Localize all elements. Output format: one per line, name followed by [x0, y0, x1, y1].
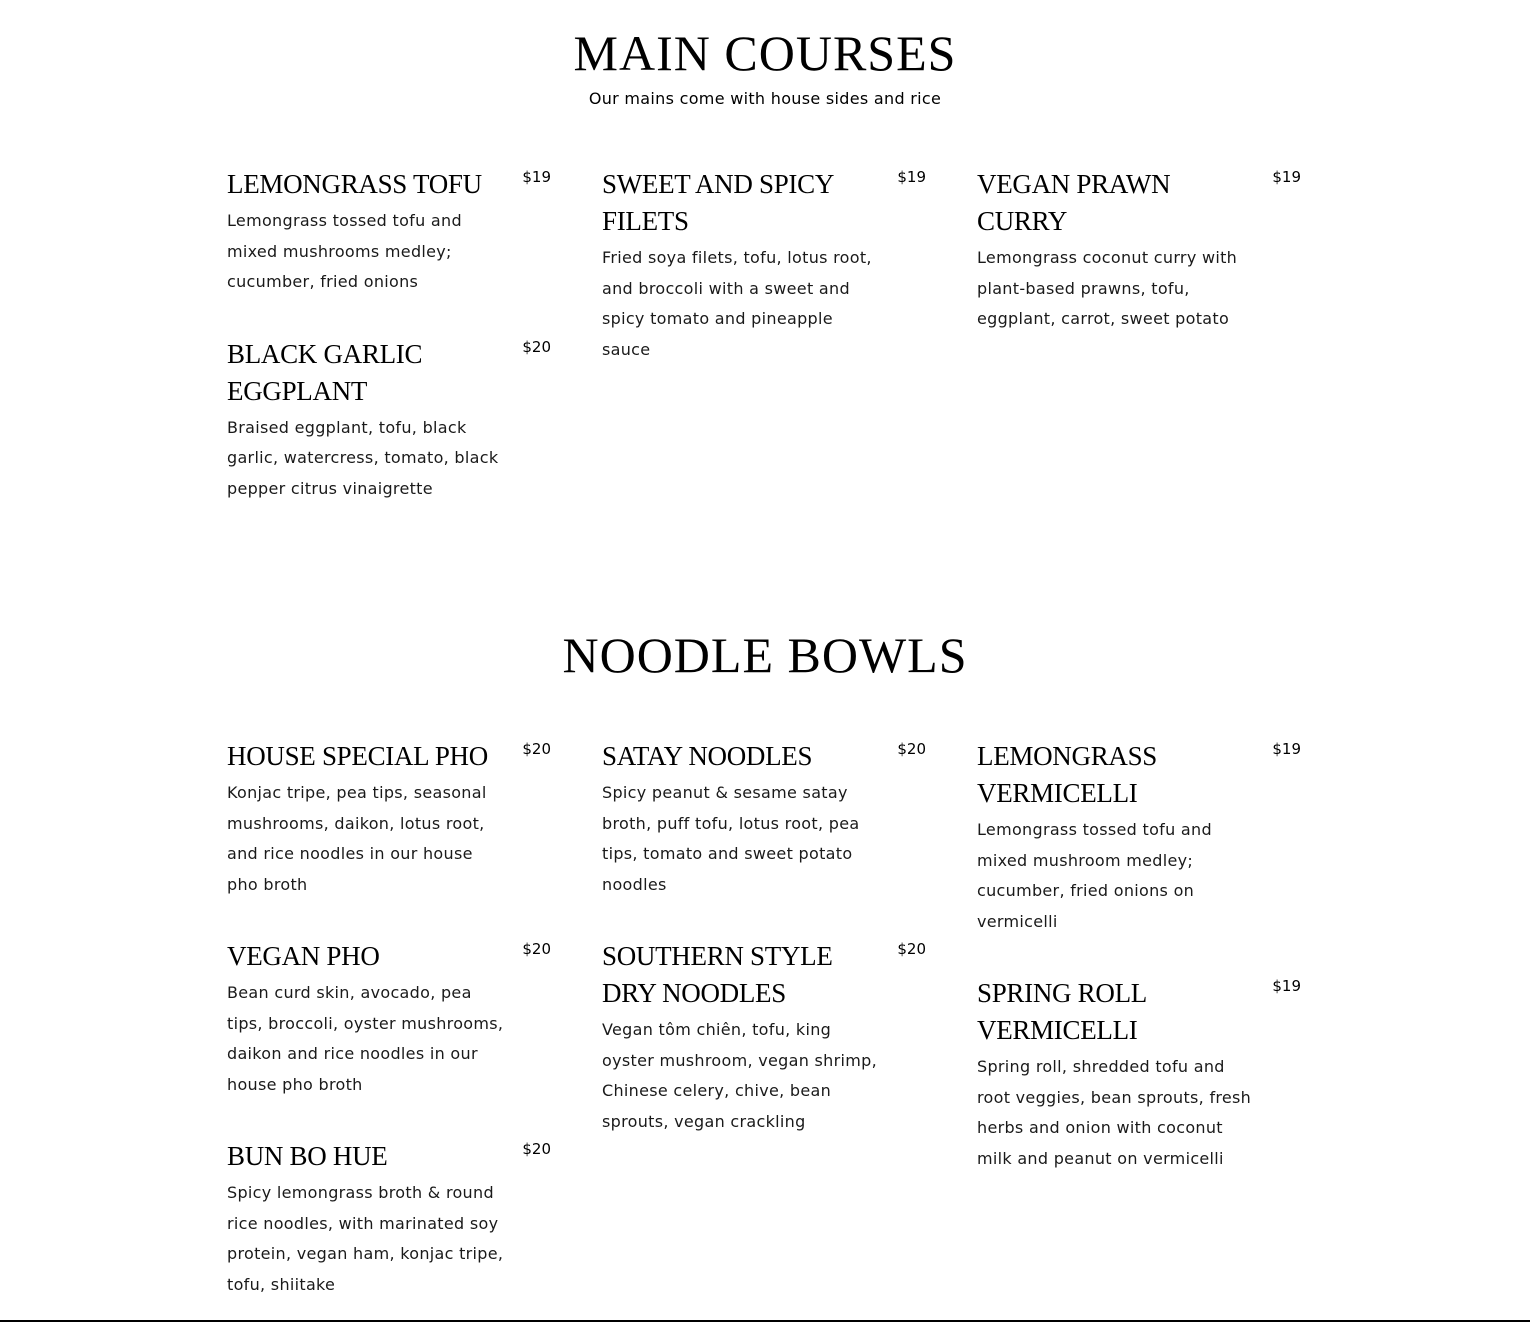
- menu-item: [227, 738, 553, 900]
- noodle-bowls-heading: NOODLE BOWLS: [562, 627, 968, 683]
- menu-item-description: Lemongrass coconut curry with plant-based prawns, tofu, eggplant, carrot, sweet potato: [977, 248, 1238, 328]
- menu-item: [227, 1138, 553, 1300]
- menu-item-name: BLACK GARLIC EGGPLANT: [227, 338, 423, 406]
- menu-item-price: $20: [522, 337, 551, 356]
- menu-item-price: $20: [897, 740, 926, 758]
- menu-item-description: Spicy peanut & sesame satay broth, puff tofu, lotus root, pea tips, tomato and sweet potato noodles: [602, 783, 860, 894]
- menu-item-name: LEMONGRASS TOFU: [227, 169, 482, 199]
- bottom-divider: [0, 1320, 1530, 1322]
- menu-item-description: Spring roll, shredded tofu and root veggies, bean sprouts, fresh herbs and onion with coconut milk and peanut on vermicelli: [977, 1057, 1252, 1168]
- menu-item-description: Vegan tôm chiên, tofu, king oyster mushroom, vegan shrimp, Chinese celery, chive, bean sprouts, vegan crackling: [602, 1020, 877, 1131]
- menu-column: [977, 166, 1303, 373]
- menu-item-price: $20: [522, 940, 551, 958]
- menu-item: [977, 975, 1303, 1174]
- menu-item-price: $19: [522, 168, 551, 186]
- menu-item-name: SWEET AND SPICY FILETS: [602, 169, 834, 236]
- menu-item: [227, 166, 553, 298]
- menu-item-price: $20: [522, 740, 551, 758]
- main-courses-subtitle: Our mains come with house sides and rice: [588, 89, 942, 108]
- menu-item: [602, 738, 928, 900]
- menu-item-price: $20: [897, 940, 926, 958]
- menu-column: [977, 738, 1303, 1212]
- menu-item: [227, 938, 553, 1100]
- main-courses-heading: MAIN COURSES: [573, 25, 957, 81]
- menu-item-name: HOUSE SPECIAL PHO: [227, 741, 488, 771]
- menu-column: [602, 166, 928, 403]
- menu-item: [602, 938, 928, 1137]
- menu-item-description: Bean curd skin, avocado, pea tips, broccoli, oyster mushrooms, daikon and rice noodles in our house pho broth: [227, 983, 504, 1094]
- menu-item-description: Konjac tripe, pea tips, seasonal mushrooms, daikon, lotus root, and rice noodles in our house pho broth: [227, 783, 487, 894]
- menu-item-name: VEGAN PRAWN CURRY: [977, 169, 1171, 236]
- menu-column: [602, 738, 928, 1175]
- menu-item-name: BUN BO HUE: [227, 1141, 388, 1171]
- menu-column: [227, 166, 553, 542]
- menu-item: [227, 336, 553, 505]
- menu-item: [602, 166, 928, 365]
- menu-item-description: Lemongrass tossed tofu and mixed mushrooms medley; cucumber, fried onions: [227, 211, 462, 291]
- menu-item-price: $19: [1272, 168, 1301, 186]
- menu-item-name: VEGAN PHO: [227, 941, 380, 971]
- menu-item-name: SOUTHERN STYLE DRY NOODLES: [602, 941, 833, 1008]
- menu-item-name: LEMONGRASS VERMICELLI: [977, 741, 1158, 808]
- menu-item-description: Fried soya filets, tofu, lotus root, and broccoli with a sweet and spicy tomato and pineapple sauce: [602, 248, 872, 359]
- menu-item-description: Lemongrass tossed tofu and mixed mushroom medley; cucumber, fried onions on vermicelli: [977, 820, 1212, 931]
- menu-item-price: $19: [1272, 977, 1301, 995]
- menu-item-description: Spicy lemongrass broth & round rice noodles, with marinated soy protein, vegan ham, konjac tripe, tofu, shiitake: [227, 1183, 504, 1294]
- menu-column: [227, 738, 553, 1323]
- menu-item-name: SPRING ROLL VERMICELLI: [977, 978, 1146, 1045]
- menu-item-price: $19: [897, 168, 926, 186]
- menu-item-price: $19: [1272, 740, 1301, 758]
- menu-item-price: $20: [522, 1140, 551, 1158]
- menu-item-name: SATAY NOODLES: [602, 741, 813, 771]
- menu-item-description: Braised eggplant, tofu, black garlic, watercress, tomato, black pepper citrus vinaigrette: [227, 417, 499, 498]
- menu-item: [977, 738, 1303, 937]
- menu-item: [977, 166, 1303, 335]
